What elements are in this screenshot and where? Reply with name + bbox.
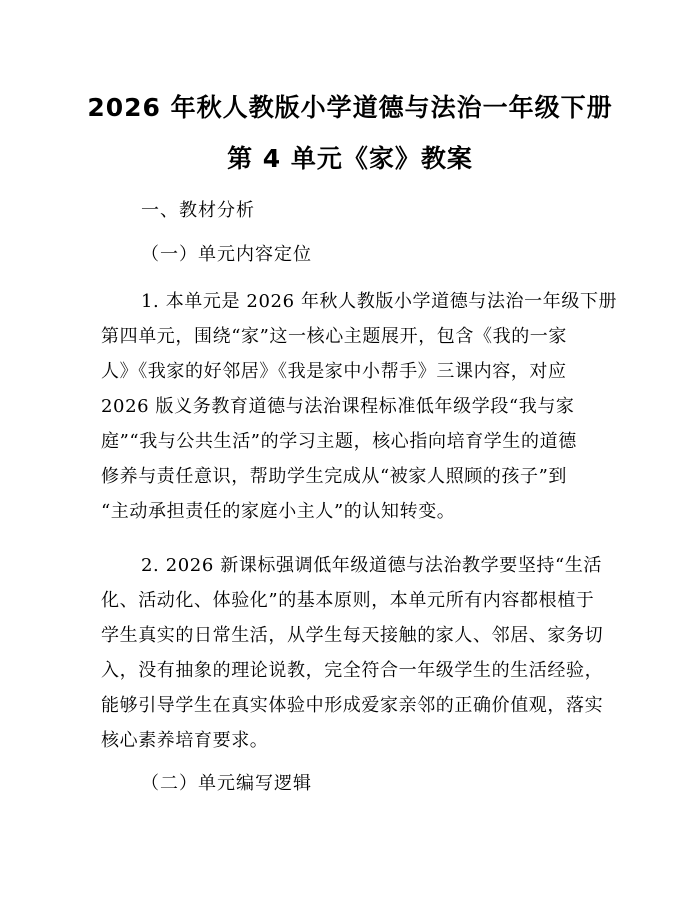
section-heading-textbook-analysis: 一、教材分析 xyxy=(141,200,255,221)
paragraph-2-line: 化、活动化、体验化”的基本原则，本单元所有内容都根植于 xyxy=(101,590,595,611)
subsection-heading-unit-logic: （二）单元编写逻辑 xyxy=(141,773,312,794)
paragraph-1-line: 修养与责任意识，帮助学生完成从“被家人照顾的孩子”到 xyxy=(101,466,568,487)
document-title-line-1: 2026 年秋人教版小学道德与法治一年级下册 xyxy=(87,93,613,122)
paragraph-1-line: 庭”“我与公共生活”的学习主题，核心指向培育学生的道德 xyxy=(101,431,577,452)
paragraph-2-line: 核心素养培育要求。 xyxy=(101,730,269,751)
paragraph-1-line: 1. 本单元是 2026 年秋人教版小学道德与法治一年级下册 xyxy=(141,291,618,312)
paragraph-1-line: 2026 版义务教育道德与法治课程标准低年级学段“我与家 xyxy=(101,396,575,417)
paragraph-1-line: 第四单元，围绕“家”这一核心主题展开，包含《我的一家 xyxy=(101,326,568,347)
paragraph-2-line: 2. 2026 新课标强调低年级道德与法治教学要坚持“生活 xyxy=(141,555,603,576)
paragraph-1-line: “主动承担责任的家庭小主人”的认知转变。 xyxy=(101,501,456,522)
paragraph-2-line: 能够引导学生在真实体验中形成爱家亲邻的正确价值观，落实 xyxy=(101,695,604,716)
subsection-heading-unit-positioning: （一）单元内容定位 xyxy=(141,244,312,265)
document-title-line-2: 第 4 单元《家》教案 xyxy=(227,144,473,173)
paragraph-1-line: 人》《我家的好邻居》《我是家中小帮手》三课内容，对应 xyxy=(101,361,567,382)
paragraph-2-line: 入，没有抽象的理论说教，完全符合一年级学生的生活经验， xyxy=(101,660,604,681)
paragraph-2-line: 学生真实的日常生活，从学生每天接触的家人、邻居、家务切 xyxy=(101,625,604,646)
